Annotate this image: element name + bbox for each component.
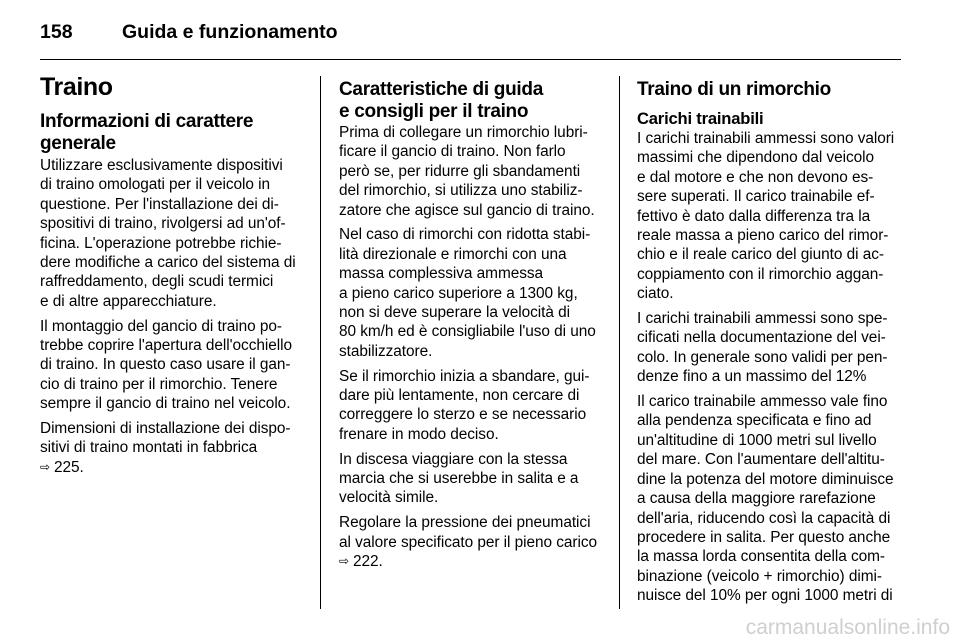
paragraph: Il carico trainabile ammesso vale fino alla pendenza specificata e fino ad un'altitudine di 1000 metri sul livello del mare. Con l'aumentare dell'altitu- dine la potenza del motore diminuisce a causa della maggiore rarefazione dell'aria, riducendo così la capacità di procedere in salita. Per questo anche la massa lorda consentita della com- binazione (veicolo + rimorchio) dimi- nuisce del 10% per ogni 1000 metri di [637, 393, 894, 605]
paragraph: Regolare la pressione dei pneumatici al valore specificato per il pieno carico ⇨ 222. [339, 513, 609, 572]
page-header [40, 19, 338, 45]
page-reference[interactable]: ⇨ 222. [339, 553, 383, 571]
watermark: carmanualsonline.info [745, 616, 950, 639]
section-heading-general-info: Informazioni di carattere generale [40, 111, 254, 154]
column-1 [40, 71, 312, 484]
subheading-towable-loads: Carichi trainabili [637, 109, 764, 128]
paragraph: Utilizzare esclusivamente dispositivi di traino omologati per il veicolo in questione. Per l'installazione dei di- spositivi di traino, rivolgersi ad un'of- ficina. L'operazione potrebbe richie- dere modifiche a carico del sistema di raffreddamento, degli scudi termici e di altre apparecchiature. [40, 157, 296, 310]
paragraph: Dimensioni di installazione dei dispo- sitivi di traino montati in fabbrica ⇨ 225. [40, 419, 312, 478]
paragraph: Se il rimorchio inizia a sbandare, gui- dare più lentamente, non cercare di correggere lo sterzo e se necessario frenare in modo deciso. [339, 367, 590, 443]
page-reference[interactable]: ⇨ 225. [40, 458, 84, 476]
section-heading-driving-tips: Caratteristiche di guida e consigli per il traino [339, 79, 543, 122]
section-heading-trailer-towing: Traino di un rimorchio [637, 79, 831, 100]
column-divider-left [320, 76, 321, 609]
paragraph: Nel caso di rimorchi con ridotta stabi- lità direzionale e rimorchi con una massa complessiva ammessa a pieno carico superiore a 1300 kg, non si deve superare la velocità di 80 km/h ed è consigliabile l'uso di uno stabilizzatore. [339, 226, 596, 360]
paragraph: Il montaggio del gancio di traino po- trebbe coprire l'apertura dell'occhiello di traino. In questo caso usare il gan- cio di traino per il rimorchio. Tenere sempre il gancio di traino nel veicolo. [40, 317, 292, 413]
column-divider-right [619, 76, 620, 609]
paragraph: In discesa viaggiare con la stessa marcia che si userebbe in salita e a velocità simile. [339, 450, 579, 507]
paragraph: I carichi trainabili ammessi sono valori massimi che dipendono dal veicolo e dal motore e che non devono es- sere superati. Il carico trainabile ef- fettivo è dato dalla differenza tra la reale massa a pieno carico del rimor- chio e il reale carico del giunto di ac- coppiamento con il rimorchio aggan- ciato. [637, 130, 895, 303]
page-title: Traino [40, 73, 113, 101]
reference-arrow-icon: ⇨ [40, 459, 51, 474]
column-2 [339, 71, 609, 578]
paragraph: I carichi trainabili ammessi sono spe- cificati nella documentazione del vei- colo. In generale sono validi per pen- denze fino a un massimo del 12% [637, 310, 888, 386]
header-rule [40, 59, 901, 60]
section-title: Guida e funzionamento [122, 21, 338, 43]
column-3 [637, 71, 903, 611]
paragraph: Prima di collegare un rimorchio lubri- ficare il gancio di traino. Non farlo però se, per ridurre gli sbandamenti del rimorchio, si utilizza uno stabiliz- zatore che agisce sul gancio di traino. [339, 124, 595, 219]
page-number: 158 [40, 21, 73, 43]
reference-arrow-icon: ⇨ [339, 554, 350, 569]
